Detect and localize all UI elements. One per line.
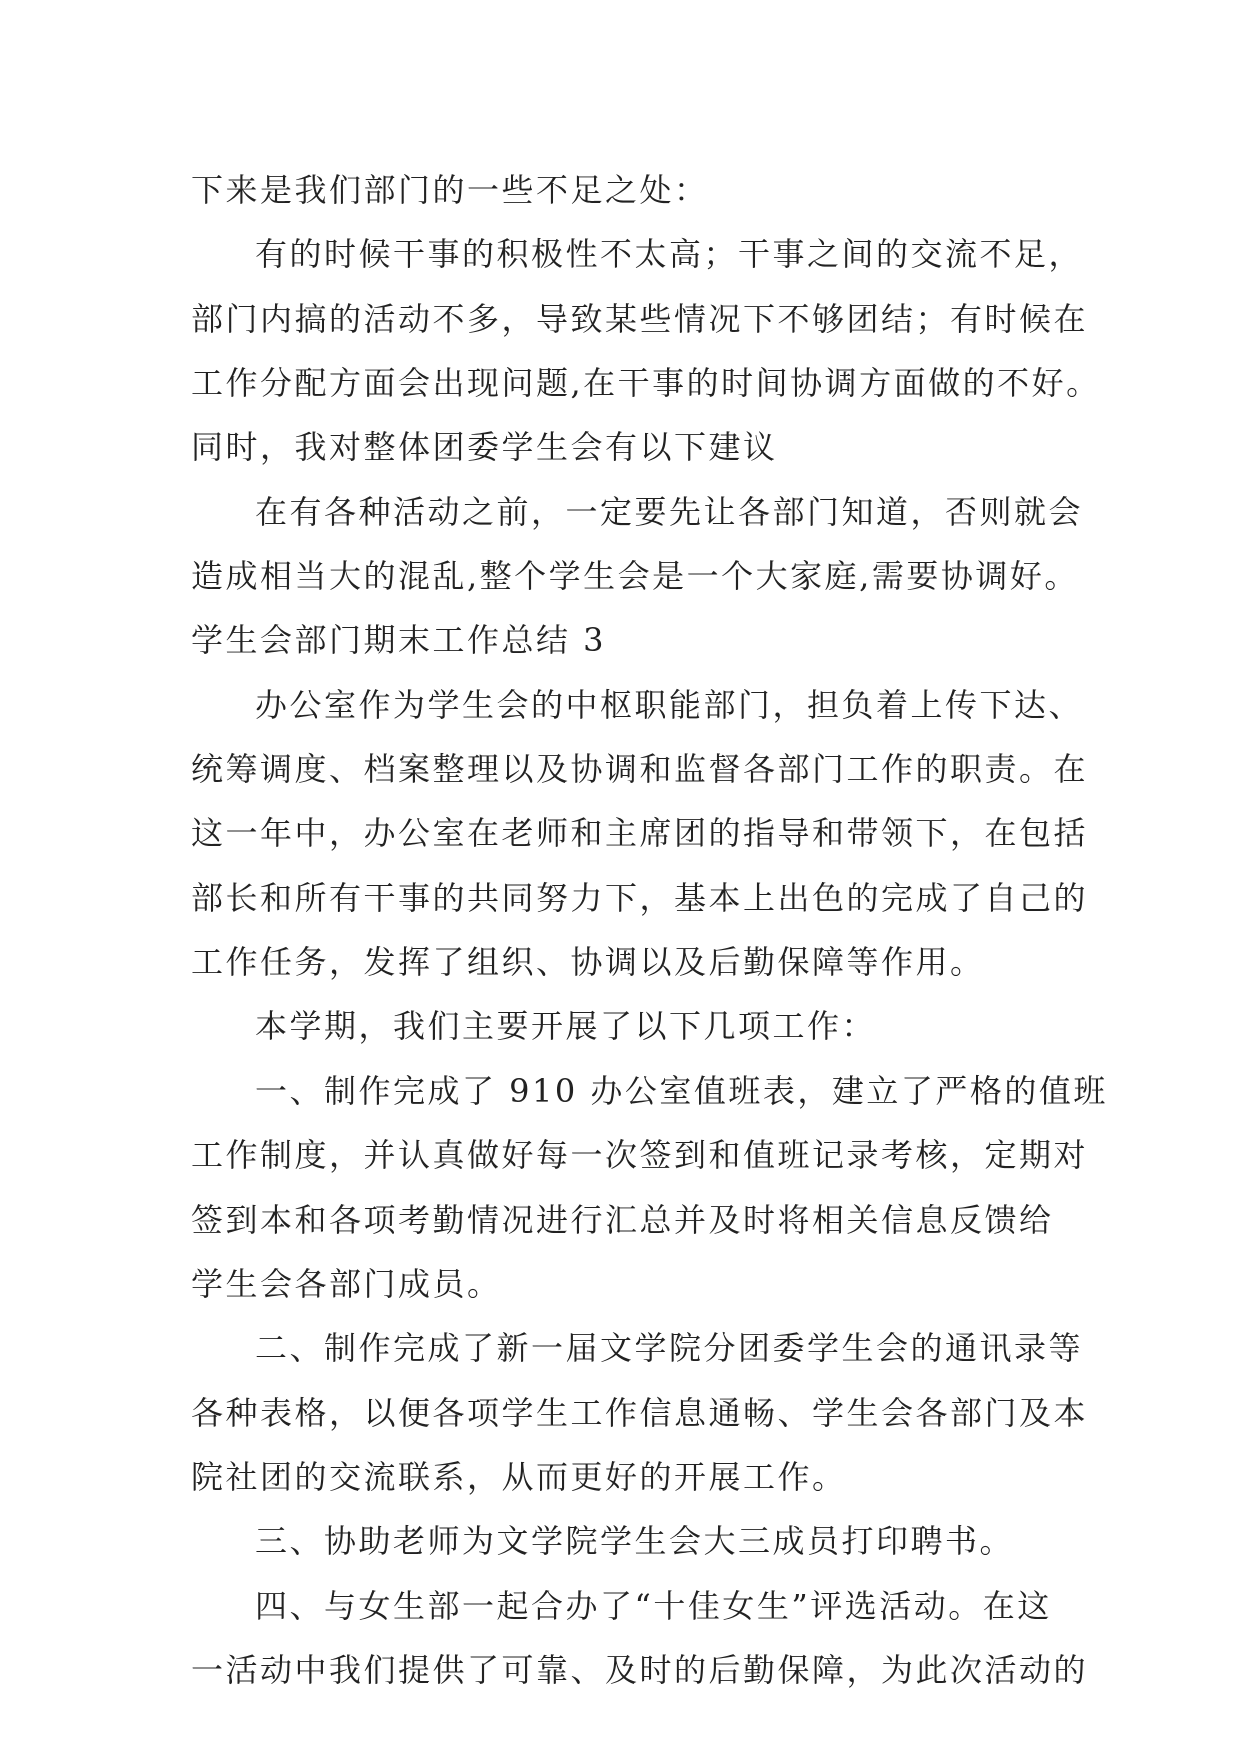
text-line: 学生会部门期末工作总结 3: [191, 621, 607, 660]
text-line: 造成相当大的混乱,整个学生会是一个大家庭,需要协调好。: [191, 557, 1079, 596]
text-line: 签到本和各项考勤情况进行汇总并及时将相关信息反馈给: [191, 1200, 1054, 1239]
text-line: 工作制度，并认真做好每一次签到和值班记录考核，定期对: [191, 1136, 1089, 1175]
text-line: 这一年中，办公室在老师和主席团的指导和带领下，在包括: [191, 814, 1089, 853]
text-line: 部长和所有干事的共同努力下，基本上出色的完成了自己的: [191, 878, 1089, 917]
text-line: 工作任务，发挥了组织、协调以及后勤保障等作用。: [191, 943, 985, 982]
document-body: [191, 158, 1108, 1702]
text-line: 同时，我对整体团委学生会有以下建议: [191, 428, 778, 467]
text-line: 统筹调度、档案整理以及协调和监督各部门工作的职责。在: [191, 750, 1089, 789]
text-line: 各种表格，以便各项学生工作信息通畅、学生会各部门及本: [191, 1393, 1089, 1432]
text-line: 院社团的交流联系，从而更好的开展工作。: [191, 1457, 847, 1496]
text-line: 学生会各部门成员。: [191, 1264, 502, 1303]
text-line: 二、制作完成了新一届文学院分团委学生会的通讯录等: [255, 1329, 1084, 1368]
text-line: 一活动中我们提供了可靠、及时的后勤保障，为此次活动的: [191, 1650, 1089, 1689]
text-line: 三、协助老师为文学院学生会大三成员打印聘书。: [255, 1522, 1015, 1561]
text-line: 办公室作为学生会的中枢职能部门，担负着上传下达、: [255, 685, 1084, 724]
text-line: 一、制作完成了 910 办公室值班表，建立了严格的值班: [255, 1071, 1108, 1110]
text-line: 部门内搞的活动不多，导致某些情况下不够团结；有时候在: [191, 299, 1089, 338]
text-line: 在有各种活动之前，一定要先让各部门知道，否则就会: [255, 492, 1084, 531]
text-line: 本学期，我们主要开展了以下几项工作：: [255, 1007, 877, 1046]
text-line: 四、与女生部一起合办了“十佳女生”评选活动。在这: [255, 1586, 1052, 1625]
text-line: 工作分配方面会出现问题,在干事的时间协调方面做的不好。: [191, 364, 1101, 403]
text-line: 有的时候干事的积极性不太高；干事之间的交流不足，: [255, 235, 1084, 274]
text-line: 下来是我们部门的一些不足之处：: [191, 171, 709, 209]
